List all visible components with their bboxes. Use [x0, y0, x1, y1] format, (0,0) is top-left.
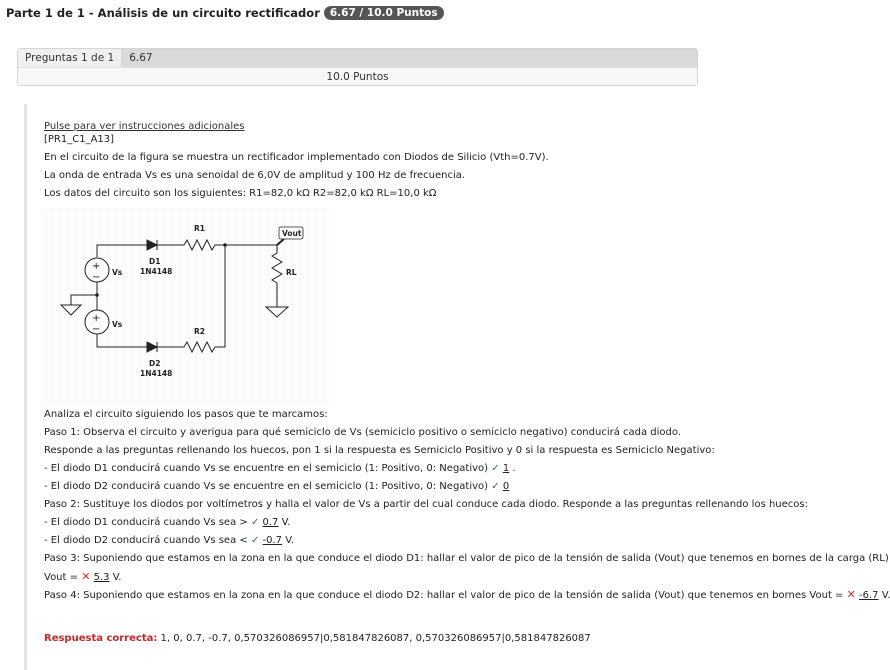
step4-text: Paso 4: Suponiendo que estamos en la zona en la que conduce el diodo D2: hallar el valor de pico de la tensión de salida (Vout) que tenemos en bornes Vout = — [44, 590, 844, 601]
correct-answer-label: Respuesta correcta: — [44, 633, 158, 644]
source-top-plus-icon: + — [92, 261, 101, 272]
source-bottom-plus-icon: + — [92, 313, 101, 324]
question-code: [PR1_C1_A13] — [44, 134, 115, 145]
question-score: 6.67 — [122, 49, 697, 67]
correct-answer-value: 1, 0, 0.7, -0.7, 0,570326086957|0,581847826087, 0,570326086957|0,581847826087 — [160, 633, 591, 644]
cross-icon: ✕ — [81, 570, 91, 583]
step1b-text: Responde a las preguntas rellenando los huecos, pon 1 si la respuesta es Semiciclo Positivo y 0 si la respuesta es Semiciclo Negativo: — [44, 445, 715, 456]
q1-row — [44, 462, 516, 476]
cross-icon: ✕ — [846, 588, 856, 601]
q4-text: - El diodo D2 conducirá cuando Vs sea < — [44, 535, 248, 546]
label-rl: RL — [286, 268, 297, 277]
intro-line-3: Los datos del circuito son los siguientes: R1=82,0 kΩ R2=82,0 kΩ RL=10,0 kΩ — [44, 188, 437, 199]
q3-text: - El diodo D1 conducirá cuando Vs sea > — [44, 517, 248, 528]
instructions-link[interactable]: Pulse para ver instrucciones adicionales — [44, 121, 245, 132]
score-badge: 6.67 / 10.0 Puntos — [324, 6, 444, 20]
q4-row — [44, 534, 294, 548]
label-d1: D1 — [149, 257, 161, 266]
label-d1-part: 1N4148 — [140, 267, 173, 276]
question-panel — [17, 48, 698, 86]
part-title: Parte 1 de 1 - Análisis de un circuito rectificador — [6, 6, 320, 20]
intro-line-1: En el circuito de la figura se muestra un rectificador implementado con Diodos de Silicio (Vth=0.7V). — [44, 152, 549, 163]
q2-row — [44, 480, 509, 494]
q5-answer[interactable]: 5.3 — [93, 572, 110, 583]
q3-answer[interactable]: 0.7 — [262, 517, 279, 528]
source-bottom-minus-icon: − — [92, 324, 101, 335]
intro-line-2: La onda de entrada Vs es una senoidal de 6,0V de amplitud y 100 Hz de frecuencia. — [44, 170, 466, 181]
analyze-text: Analiza el circuito siguiendo los pasos que te marcamos: — [44, 409, 328, 420]
question-counter: Preguntas 1 de 1 — [18, 49, 122, 67]
label-r1: R1 — [194, 224, 205, 233]
q5-suffix: V. — [112, 572, 122, 583]
q6-row — [44, 588, 890, 603]
q1-suffix: . — [512, 463, 516, 474]
label-vs-bottom: Vs — [112, 320, 123, 329]
check-icon: ✓ — [250, 517, 260, 528]
label-vout: Vout — [282, 229, 302, 238]
label-d2-part: 1N4148 — [140, 369, 173, 378]
q4-suffix: V. — [285, 535, 294, 546]
q5-row — [44, 570, 121, 585]
q6-answer[interactable]: -6.7 — [859, 590, 879, 601]
label-d2: D2 — [149, 359, 161, 368]
part-header — [6, 6, 444, 20]
check-icon: ✓ — [491, 463, 500, 474]
step3-text: Paso 3: Suponiendo que estamos en la zona en la que conduce el diodo D1: hallar el valor de pico de la tensión de salida (Vout) que tenemos en bornes de la carga (RL) — [44, 553, 889, 564]
check-icon: ✓ — [491, 481, 500, 492]
correct-answer-row — [44, 632, 591, 646]
check-icon: ✓ — [250, 535, 260, 546]
q1-text: - El diodo D1 conducirá cuando Vs se encuentre en el semiciclo (1: Positivo, 0: Negativo) — [44, 463, 489, 474]
question-points: 10.0 Puntos — [18, 67, 697, 85]
q5-prefix: Vout = — [44, 572, 78, 583]
question-content — [24, 104, 890, 670]
q2-answer[interactable]: 0 — [502, 481, 510, 492]
q6-suffix: V. — [881, 590, 890, 601]
step2-text: Paso 2: Sustituye los diodos por voltímetros y halla el valor de Vs a partir del cual conduce cada diodo. Responde a las preguntas rellenando los huecos: — [44, 499, 808, 510]
q1-answer[interactable]: 1 — [502, 463, 510, 474]
step1-text: Paso 1: Observa el circuito y averigua para qué semiciclo de Vs (semiciclo positivo o semiciclo negativo) conducirá cada diodo. — [44, 427, 682, 438]
q3-row — [44, 516, 290, 530]
q3-suffix: V. — [281, 517, 291, 528]
label-vs-top: Vs — [112, 268, 123, 277]
q2-text: - El diodo D2 conducirá cuando Vs se encuentre en el semiciclo (1: Positivo, 0: Negativo) — [44, 481, 489, 492]
circuit-diagram — [44, 209, 332, 407]
q4-answer[interactable]: -0.7 — [262, 535, 283, 546]
source-top-minus-icon: − — [92, 272, 101, 283]
label-r2: R2 — [194, 327, 205, 336]
